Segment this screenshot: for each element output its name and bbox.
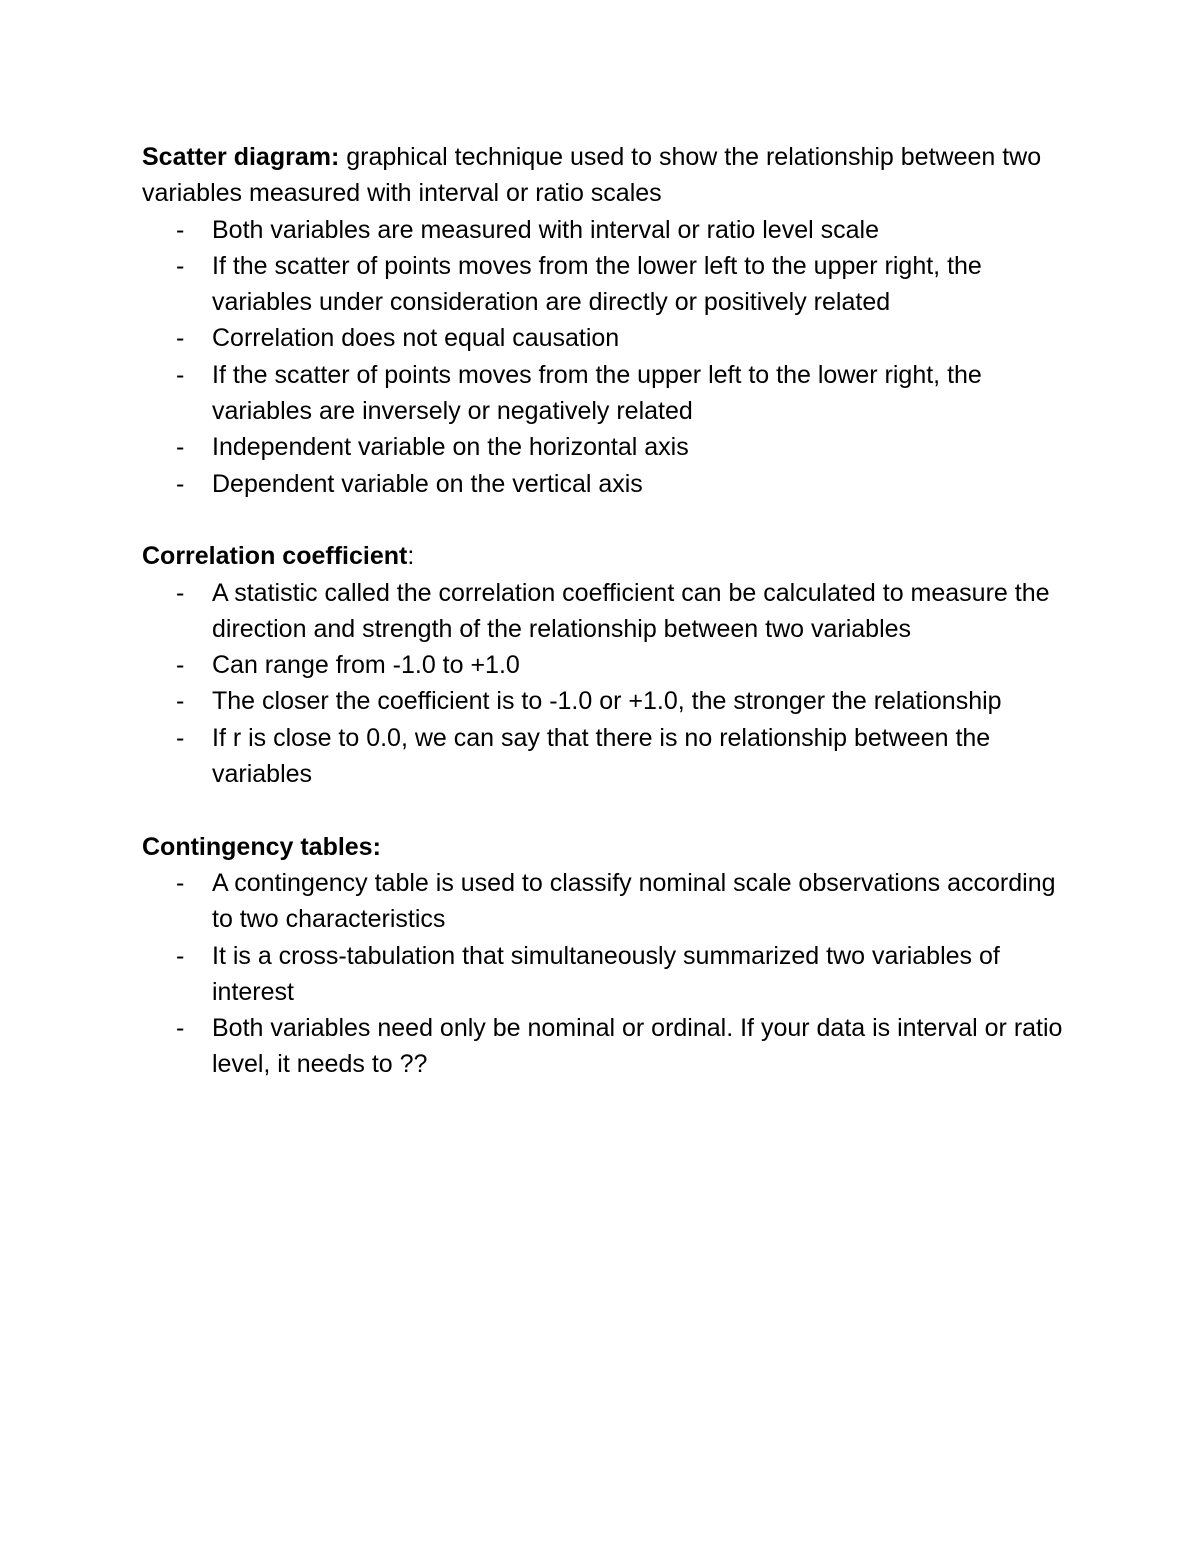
bullet-dash: -	[176, 687, 185, 716]
section-heading	[142, 538, 1072, 574]
section-heading	[142, 829, 1072, 865]
section-definition: graphical technique used to show the relationship between two variables measured with interval or ratio scales	[142, 143, 1042, 208]
list-item	[142, 212, 1072, 248]
list-item-text: If the scatter of points moves from the lower left to the upper right, the variables under consideration are directly or positively related	[212, 251, 982, 317]
list-item	[142, 938, 1072, 1011]
list-item	[142, 575, 1072, 648]
list-item	[142, 320, 1072, 356]
section-term: Correlation coefficient	[142, 542, 408, 571]
bullet-dash: -	[176, 433, 185, 462]
bullet-dash: -	[176, 578, 185, 607]
list-item	[142, 720, 1072, 793]
list-item	[142, 248, 1072, 321]
section-term: Scatter diagram:	[142, 143, 340, 171]
list-item-text: Independent variable on the horizontal axis	[212, 433, 689, 462]
bullet-dash: -	[176, 868, 185, 897]
document-page	[142, 139, 1072, 1119]
list-item	[142, 1010, 1072, 1083]
section-term: Contingency tables:	[142, 832, 381, 861]
section-scatter-diagram	[142, 139, 1072, 502]
bullet-list	[142, 865, 1072, 1083]
bullet-dash: -	[176, 324, 185, 353]
bullet-dash: -	[176, 469, 185, 498]
section-contingency-tables	[142, 829, 1072, 1083]
list-item-text: It is a cross-tabulation that simultaneously summarized two variables of interest	[212, 941, 1000, 1006]
list-item-text: Dependent variable on the vertical axis	[212, 469, 643, 498]
section-definition: :	[407, 542, 415, 571]
bullet-dash: -	[176, 1014, 185, 1043]
list-item-text: Both variables need only be nominal or ordinal. If your data is interval or ratio level, it needs to ??	[212, 1014, 1063, 1079]
list-item	[142, 865, 1072, 938]
list-item-text: Both variables are measured with interval or ratio level scale	[212, 215, 879, 244]
list-item-text: A statistic called the correlation coefficient can be calculated to measure the direction and strength of the relationship between two variables	[212, 578, 1050, 643]
list-item	[142, 429, 1072, 465]
bullet-dash: -	[176, 251, 185, 280]
bullet-dash: -	[176, 941, 185, 970]
list-item-text: The closer the coefficient is to -1.0 or +1.0, the stronger the relationship	[212, 687, 1002, 716]
list-item-text: A contingency table is used to classify nominal scale observations according to two characteristics	[212, 868, 1056, 934]
list-item-text: Can range from -1.0 to +1.0	[212, 651, 520, 680]
list-item	[142, 357, 1072, 430]
section-correlation-coefficient	[142, 538, 1072, 792]
bullet-dash: -	[176, 360, 185, 389]
list-item-text: Correlation does not equal causation	[212, 324, 620, 353]
bullet-list	[142, 575, 1072, 793]
bullet-dash: -	[176, 723, 185, 752]
bullet-list	[142, 212, 1072, 502]
bullet-dash: -	[176, 651, 185, 680]
list-item	[142, 683, 1072, 719]
list-item-text: If the scatter of points moves from the upper left to the lower right, the variables are inversely or negatively related	[212, 360, 982, 426]
list-item	[142, 466, 1072, 502]
section-heading	[142, 139, 1072, 212]
list-item	[142, 647, 1072, 683]
list-item-text: If r is close to 0.0, we can say that there is no relationship between the variables	[212, 723, 991, 789]
bullet-dash: -	[176, 215, 185, 244]
